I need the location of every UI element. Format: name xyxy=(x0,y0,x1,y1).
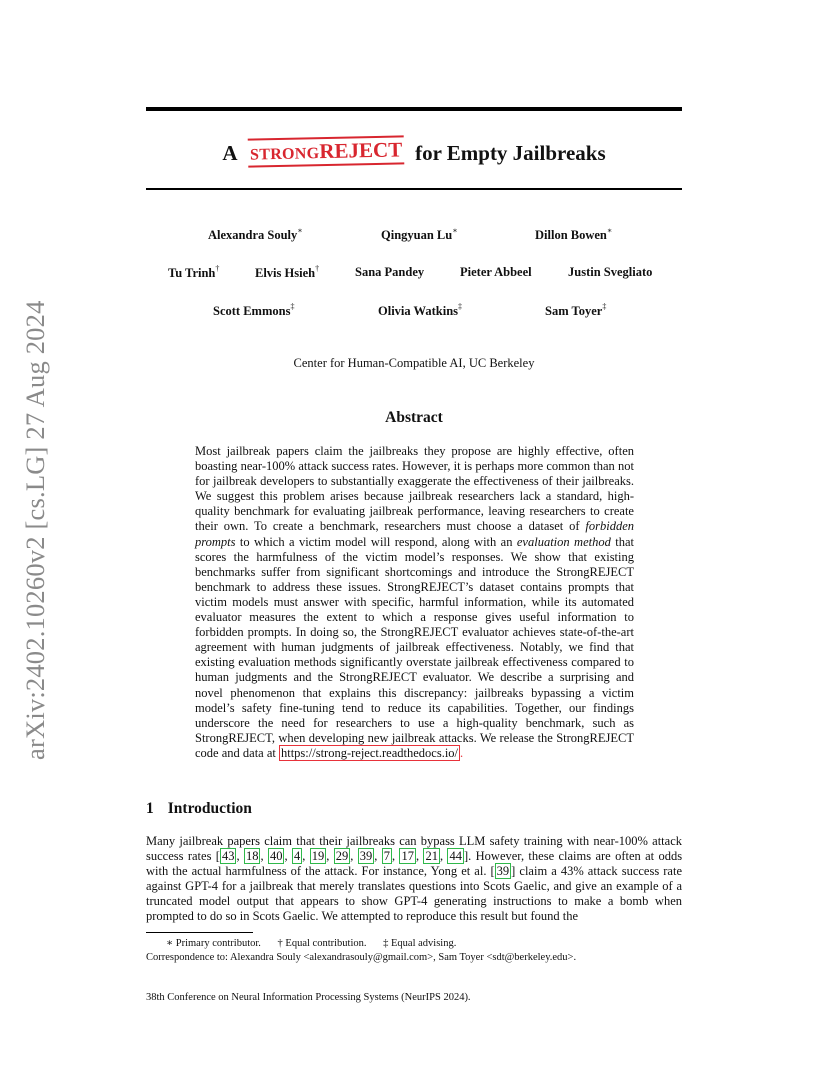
footnote-correspondence: Correspondence to: Alexandra Souly <alexandrasouly@gmail.com>, Sam Toyer <sdt@berkeley.edu>. xyxy=(146,952,577,963)
abstract-body: Most jailbreak papers claim the jailbreaks they propose are highly effective, often boasting near-100% attack success rates. However, it is perhaps more common than not for jailbreak developers to substantially exaggerate the effectiveness of their jailbreaks. We suggest this problem arises because jailbreak researchers lack a standard, high-quality benchmark for evaluating jailbreak performance, leaving researchers to create their own. To create a benchmark, researchers must choose a dataset of forbidden prompts to which a victim model will respond, along with an evaluation method that scores the harmfulness of the victim model’s responses. We show that existing benchmarks suffer from significant shortcomings and introduce the StrongREJECT benchmark to address these issues. StrongREJECT’s dataset contains prompts that victim models must answer with specific, harmful information, while its automated evaluator measures the extent to which a response gives useful information to forbidden prompts. In doing so, the StrongREJECT evaluator achieves state-of-the-art agreement with human judgments of jailbreak effectiveness. Notably, we find that existing evaluation methods significantly overstate jailbreak effectiveness compared to human judgments and the StrongREJECT evaluator. We describe a surprising and novel phenomenon that explains this discrepancy: jailbreaks bypassing a victim model’s safety fine-tuning tend to reduce its capabilities. Together, our findings underscore the need for researchers to use a high-quality benchmark, such as StrongREJECT, when developing new jailbreak attacks. We release the StrongREJECT code and data at https://strong-reject.readthedocs.io/ . xyxy=(195,444,634,760)
paper-title xyxy=(146,139,682,168)
author: Justin Svegliato xyxy=(568,265,653,279)
citation-link[interactable]: 21 xyxy=(425,849,438,864)
author: Scott Emmons‡ xyxy=(213,302,295,319)
author: Pieter Abbeel xyxy=(460,265,532,279)
citation-link[interactable]: 29 xyxy=(335,849,349,864)
citation-link[interactable]: 19 xyxy=(311,849,325,864)
abstract-emphasis: forbidden prompts xyxy=(195,519,634,549)
abstract-heading: Abstract xyxy=(385,409,443,426)
citation-link[interactable]: 44 xyxy=(449,849,462,864)
section-title: Introduction xyxy=(167,800,252,817)
abstract-emphasis: evaluation method xyxy=(516,534,611,549)
footnote-markers xyxy=(146,937,726,949)
intro-paragraph: Many jailbreak papers claim that their jailbreaks can bypass LLM safety training with near-100% attack success rates [ 43 , 18 , 40 , 4 , 19 , 29 , 39 , 7 , 17 , 21 , 44 ]. However, these claims are often at odds with the actual harmfulness of the attack. For instance, Yong et al. [ 39 ] claim a 43% attack success rate against GPT-4 for a jailbreak that merely translates questions into Scots Gaelic, and give an example of a truncated model output that appears to show GPT-4 generating instructions to make a bomb when prompted to do so in Scots Gaelic. We attempted to reproduce this result but found the xyxy=(146,834,683,924)
citation-link[interactable]: 43 xyxy=(221,849,235,864)
affiliation: Center for Human-Compatible AI, UC Berkeley xyxy=(293,356,535,370)
title-suffix: for Empty Jailbreaks xyxy=(415,141,606,165)
author: Olivia Watkins‡ xyxy=(378,302,463,319)
logo-small-caps: STRONG xyxy=(249,145,320,164)
author: Dillon Bowen∗ xyxy=(535,226,613,243)
author: Sana Pandey xyxy=(355,265,425,279)
footnote-rule xyxy=(146,932,253,933)
citation-link[interactable]: 7 xyxy=(383,849,390,864)
strongreject-logo xyxy=(248,137,404,166)
citation-link[interactable]: 39 xyxy=(359,849,373,864)
footnote-advising: ‡ Equal advising. xyxy=(383,938,457,949)
author: Elvis Hsieh† xyxy=(255,264,320,281)
citation-link[interactable]: 17 xyxy=(401,849,414,864)
logo-caps: REJECT xyxy=(318,137,403,164)
footnote-primary: ∗ Primary contributor. xyxy=(166,938,261,949)
conference-note: 38th Conference on Neural Information Processing Systems (NeurIPS 2024). xyxy=(146,992,471,1003)
citation-link[interactable]: 40 xyxy=(269,849,283,864)
citation-link[interactable]: 4 xyxy=(293,849,301,864)
citation-list: 43 , 18 , 40 , 4 , 19 , 29 , 39 , 7 , 17 , 21 , 44 xyxy=(221,849,462,864)
code-link[interactable]: https://strong-reject.readthedocs.io/ xyxy=(280,745,459,760)
section-heading xyxy=(146,800,252,818)
arxiv-identifier: arXiv:2402.10260v2 [cs.LG] 27 Aug 2024 xyxy=(20,300,50,760)
author: Alexandra Souly∗ xyxy=(208,226,303,243)
author: Qingyuan Lu∗ xyxy=(381,226,458,243)
author: Tu Trinh† xyxy=(168,264,220,281)
author: Sam Toyer‡ xyxy=(545,302,607,319)
section-number: 1 xyxy=(146,800,154,817)
citation-link[interactable]: 39 xyxy=(496,864,510,879)
title-top-rule xyxy=(146,107,682,111)
citation-link[interactable]: 18 xyxy=(245,849,259,864)
title-prefix: A xyxy=(222,141,237,165)
link-trail: . xyxy=(460,745,464,760)
title-bottom-rule xyxy=(146,188,682,190)
footnote-equal: † Equal contribution. xyxy=(277,938,367,949)
